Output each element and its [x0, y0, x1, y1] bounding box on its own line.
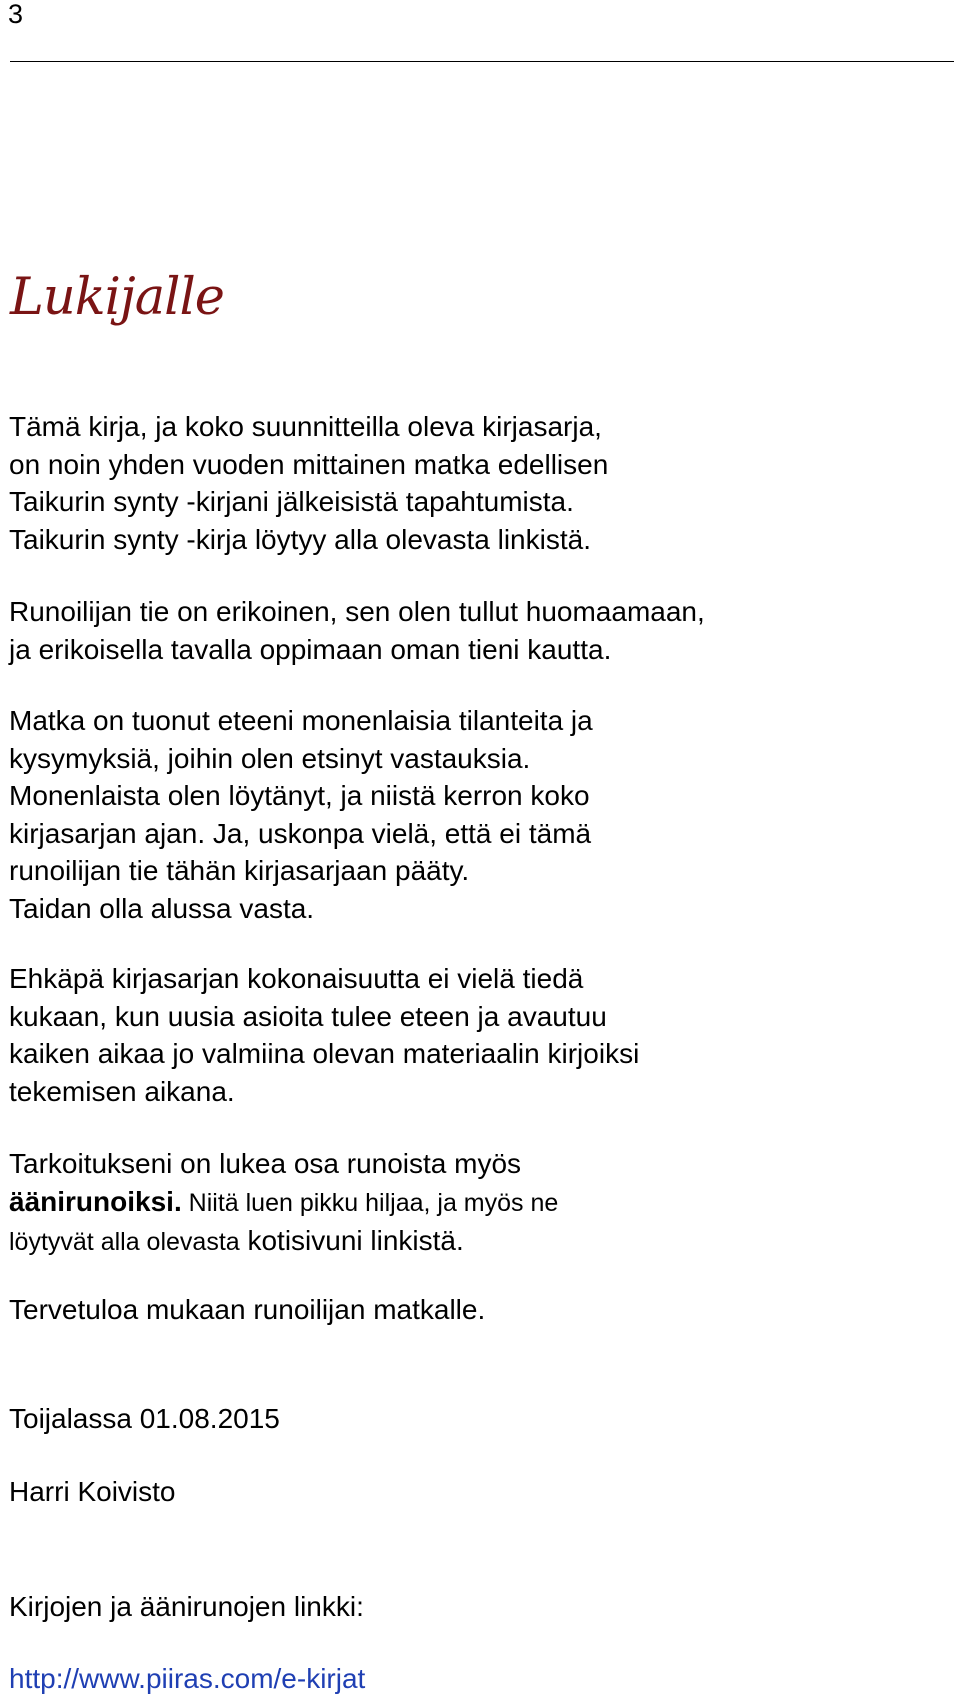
text-fragment: löytyvät alla olevasta	[9, 1228, 240, 1257]
text-line: kysymyksiä, joihin olen etsinyt vastauksia.	[9, 742, 531, 774]
text-line	[9, 1222, 558, 1262]
paragraph-intro	[9, 408, 608, 558]
paragraph-series	[9, 960, 639, 1110]
page-number: 3	[8, 0, 24, 29]
text-line: Tarkoitukseni on lukea osa runoista myös	[9, 1148, 522, 1179]
text-line: kaiken aikaa jo valmiina olevan materiaalin kirjoiksi	[9, 1038, 640, 1070]
text-line: Tervetuloa mukaan runoilijan matkalle.	[9, 1294, 486, 1325]
text-line: Taikurin synty -kirja löytyy alla olevasta linkistä.	[9, 523, 591, 555]
text-line: on noin yhden vuoden mittainen matka edellisen	[9, 448, 609, 480]
paragraph-audio-poems	[9, 1145, 558, 1262]
text-line	[9, 1183, 558, 1223]
text-line: runoilijan tie tähän kirjasarjaan pääty.	[9, 855, 470, 887]
welcome-text	[9, 1291, 485, 1329]
paragraph-poet-path	[9, 593, 705, 668]
text-line: Runoilijan tie on erikoinen, sen olen tullut huomaamaan,	[9, 596, 705, 627]
text-line: Toijalassa 01.08.2015	[9, 1403, 280, 1434]
text-line: kukaan, kun uusia asioita tulee eteen ja avautuu	[9, 1000, 607, 1032]
text-fragment: Niitä luen pikku hiljaa, ja myös ne	[181, 1188, 559, 1217]
text-line: Tämä kirja, ja koko suunnitteilla oleva kirjasarja,	[9, 411, 602, 442]
text-line: Kirjojen ja äänirunojen linkki:	[9, 1591, 364, 1622]
text-line: kirjasarjan ajan. Ja, uskonpa vielä, että ei tämä	[9, 817, 592, 849]
text-line: Monenlaista olen löytänyt, ja niistä kerron koko	[9, 780, 590, 812]
text-line: ja erikoisella tavalla oppimaan oman tieni kautta.	[9, 633, 612, 665]
author-name	[9, 1473, 175, 1511]
text-line: Matka on tuonut eteeni monenlaisia tilanteita ja	[9, 705, 593, 736]
text-line: Harri Koivisto	[9, 1476, 176, 1507]
link-label	[9, 1588, 364, 1626]
text-line: Taidan olla alussa vasta.	[9, 892, 315, 924]
paragraph-journey	[9, 702, 593, 928]
text-fragment: kotisivuni linkistä.	[239, 1225, 464, 1257]
text-line: Taikurin synty -kirjani jälkeisistä tapahtumista.	[9, 486, 574, 518]
books-link[interactable]: http://www.piiras.com/e-kirjat	[9, 1663, 366, 1694]
bold-term: äänirunoiksi.	[9, 1185, 182, 1217]
page-title: Lukijalle	[10, 268, 224, 327]
place-date	[9, 1400, 280, 1438]
text-line: Ehkäpä kirjasarjan kokonaisuutta ei vielä tiedä	[9, 963, 584, 994]
text-line: tekemisen aikana.	[9, 1075, 235, 1107]
header-rule	[10, 61, 954, 62]
link-line	[9, 1660, 365, 1698]
